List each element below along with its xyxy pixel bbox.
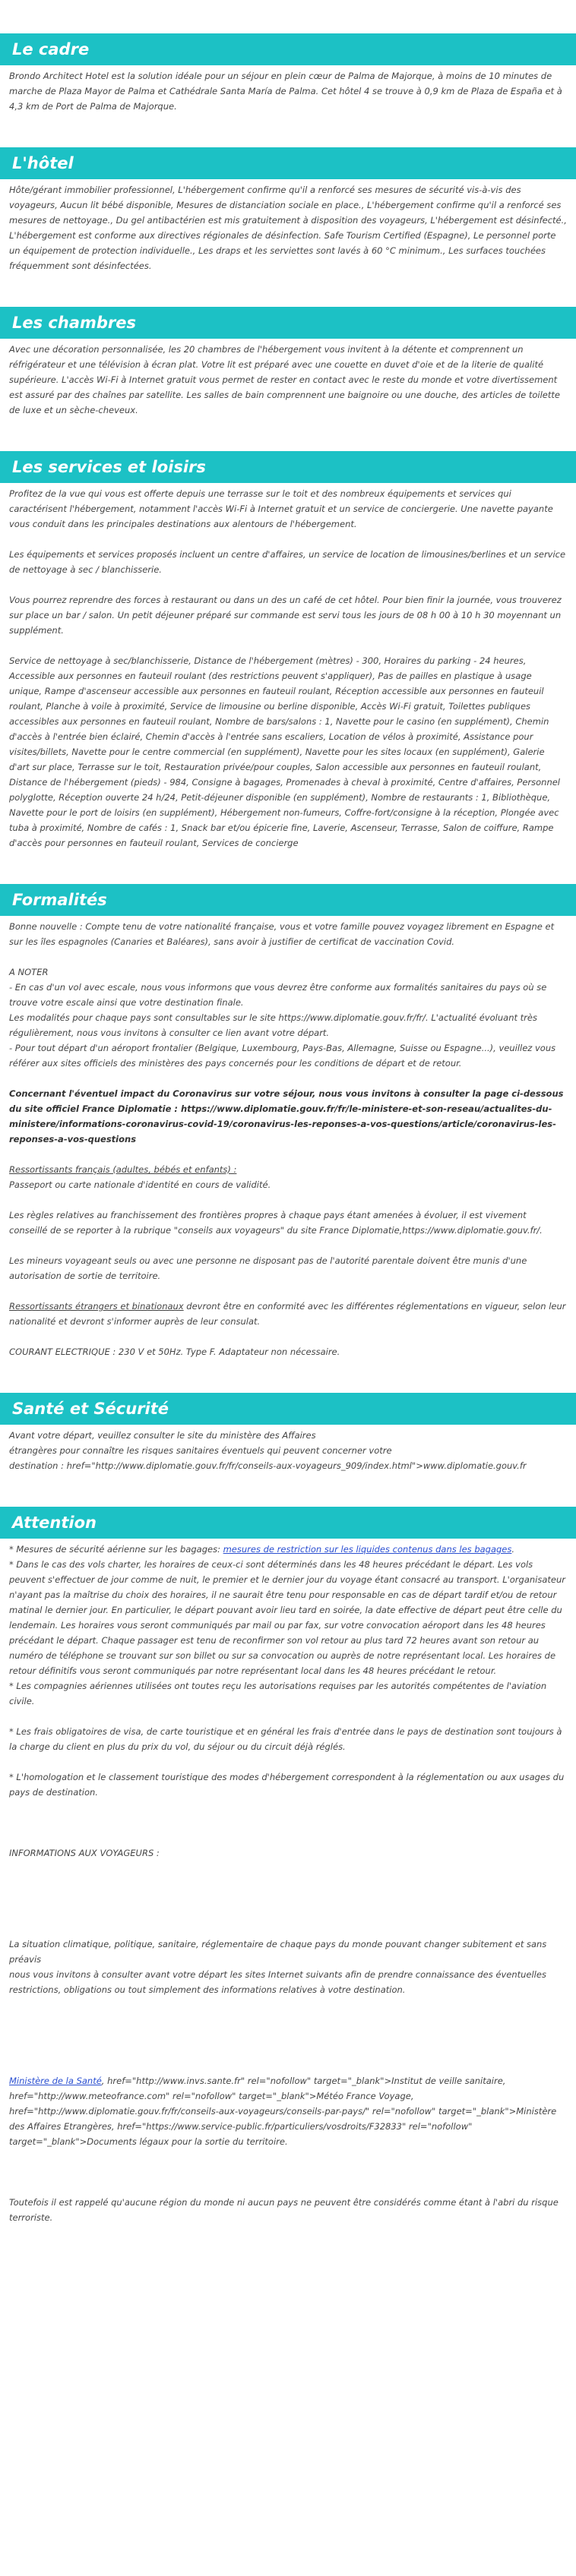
hotel-text: Hôte/gérant immobilier professionnel, L'hébergement confirme qu'il a renforcé ses mesures de sécurité vis-à-vis des voyageurs, Aucun lit bébé disponible, Mesures de distanciation sociale en place., L'hébergement confirme qu'il a renforcé ses mesures de nettoyage., Du gel antibactérien est mis gratuitement à disposition des voyageurs, L'hébergement est désinfecté., L'hébergement est conforme aux directives régionales de désinfection. Safe Tourism Certified (Espagne), Le personnel porte un équipement de protection individuelle., Les draps et les serviettes sont lavés à 60 °C minimum., Les surfaces touchées fréquemment sont désinfectées.: [9, 185, 567, 271]
section-cadre: [0, 33, 576, 114]
covid-notice: Concernant l'éventuel impact du Coronavirus sur votre séjour, nous vous invitons à consulter la page ci-dessous du site officiel France Diplomatie : https://www.diplomatie.gouv.fr/fr/le-ministere-et-son-reseau/actualites-du-ministere/informations-coronavirus-covid-19/coronavirus-les-reponses-a-vos-questions/article/coronavirus-les-reponses-a-vos-questions: [9, 1088, 564, 1144]
official-sites-text: , href="http://www.invs.sante.fr" rel="nofollow" target="_blank">Institut de veille sanitaire, href="http://www.meteofrance.com" rel="nofollow" target="_blank">Météo France Voyage, href="http://www.diplomatie.gouv.fr/fr/conseils-aux-voyageurs/conseils-par-pays/" rel="nofollow" target="_blank">Ministère des Affaires Etrangères, href="https://www.service-public.fr/particuliers/vosdroits/F32833" rel="nofollow" target="_blank">Documents légaux pour la sortie du territoire.: [9, 2076, 557, 2147]
sante-line-3: destination : href="http://www.diplomatie.gouv.fr/fr/conseils-aux-voyageurs_909/index.html">www.diplomatie.gouv.fr: [9, 1460, 527, 1471]
note-title: A NOTER: [9, 967, 49, 977]
travellers-info-title: INFORMATIONS AUX VOYAGEURS :: [9, 1848, 160, 1858]
chambres-text: Avec une décoration personnalisée, les 20 chambres de l'hébergement vous invitent à la détente et comprennent un réfrigérateur et une télévision à écran plat. Votre lit est préparé avec une couette en duvet d'oie et de la literie de qualité supérieure. L'accès Wi-Fi à Internet gratuit vous permet de rester en contact avec le reste du monde et votre divertissement est assuré par des chaînes par satellite. Les salles de bain comprennent une baignoire ou une douche, des articles de toilette de luxe et un sèche-cheveux.: [9, 344, 560, 415]
services-paragraph-1: Profitez de la vue qui vous est offerte depuis une terrasse sur le toit et des nombreux équipements et services qui caractérisent l'hébergement, notamment l'accès Wi-Fi à Internet gratuit et un service de conciergerie. Une navette payante vous conduit dans les principales destinations aux alentours de l'hébergement.: [9, 488, 553, 529]
section-attention: [0, 1507, 576, 2225]
section-sante: [0, 1393, 576, 1473]
section-title-formalites: Formalités: [0, 884, 576, 916]
note-country-rules: Les modalités pour chaque pays sont consultables sur le site https://www.diplomatie.gouv.fr/fr/. L'actualité évoluant très régulièrement, nous vous invitons à consulter ce lien avant votre départ.: [9, 1012, 537, 1038]
airlines-text: * Les compagnies aériennes utilisées ont toutes reçu les autorisations requises par les autorités compétentes de l'aviation civile.: [9, 1681, 547, 1706]
section-hotel: [0, 147, 576, 273]
section-title-services: Les services et loisirs: [0, 451, 576, 483]
situation-text-1: La situation climatique, politique, sanitaire, réglementaire de chaque pays du monde pouvant changer subitement et sans préavis: [9, 1939, 547, 1965]
sante-line-2: étrangères pour connaître les risques sanitaires éventuels qui peuvent concerner votre: [9, 1445, 392, 1456]
foreign-nationals-heading: Ressortissants étrangers et binationaux: [9, 1301, 184, 1312]
note-stopover: - En cas d'un vol avec escale, nous vous informons que vous devrez être conforme aux formalités sanitaires du pays où se trouve votre escale ainsi que votre destination finale.: [9, 982, 547, 1008]
services-amenities-list: Service de nettoyage à sec/blanchisserie, Distance de l'hébergement (mètres) - 300, Horaires du parking - 24 heures, Accessible aux personnes en fauteuil roulant (des restrictions peuvent s'appliquer), Pas de pailles en plastique à usage unique, Rampe d'ascenseur accessible aux personnes en fauteuil roulant, Réception accessible aux personnes en fauteuil roulant, Planche à voile à proximité, Service de limousine ou berline disponible, Accès Wi-Fi gratuit, Toilettes publiques accessibles aux personnes en fauteuil roulant, Nombre de bars/salons : 1, Navette pour le casino (en supplément), Chemin d'accès à l'entrée bien éclairé, Chemin d'accès à l'entrée sans escaliers, Location de vélos à proximité, Assistance pour visites/billets, Navette pour le centre commercial (en supplément), Navette pour les sites locaux (en supplément), Galerie d'art sur place, Terrasse sur le toit, Restauration privée/pour couples, Salon accessible aux personnes en fauteuil roulant, Distance de l'hébergement (pieds) - 984, Consigne à bagages, Promenades à cheval à proximité, Centre d'affaires, Personnel polyglotte, Réception ouverte 24 h/24, Petit-déjeuner disponible (en supplément), Nombre de restaurants : 1, Bibliothèque, Navette pour le port de loisirs (en supplément), Hébergement non-fumeurs, Coffre-fort/consigne à la réception, Plongée avec tuba à proximité, Nombre de cafés : 1, Snack bar et/ou épicerie fine, Laverie, Ascenseur, Terrasse, Salon de coiffure, Rampe d'accès pour personnes en fauteuil roulant, Services de concierge: [9, 655, 561, 848]
section-title-attention: Attention: [0, 1507, 576, 1539]
borders-text: Les règles relatives au franchissement des frontières propres à chaque pays étant amenées à évoluer, il est vivement conseillé de se reporter à la rubrique "conseils aux voyageurs" du site France Diplomatie,https://www.diplomatie.gouv.fr/.: [9, 1210, 543, 1236]
baggage-security: [9, 1542, 567, 1557]
section-chambres: [0, 307, 576, 418]
terrorism-text: Toutefois il est rappelé qu'aucune région du monde ni aucun pays ne peuvent être considérés comme étant à l'abri du risque terroriste.: [9, 2197, 559, 2223]
section-services: [0, 451, 576, 851]
situation-text-2: nous vous invitons à consulter avant votre départ les sites Internet suivants afin de prendre connaissance des éventuelles restrictions, obligations ou tout simplement des informations relatives à votre destination.: [9, 1969, 546, 1995]
foreign-nationals-text: devront être en conformité avec les différentes réglementations en vigueur, selon leur nationalité et devront s'informer auprès de leur consulat.: [9, 1301, 566, 1327]
note-border-airport: - Pour tout départ d'un aéroport frontalier (Belgique, Luxembourg, Pays-Bas, Allemagne, Suisse ou Espagne...), veuillez vous référer aux sites officiels des ministères des pays concernés pour les conditions de départ et de retour.: [9, 1043, 556, 1069]
sante-line-1: Avant votre départ, veuillez consulter le site du ministère des Affaires: [9, 1430, 316, 1441]
baggage-prefix: * Mesures de sécurité aérienne sur les bagages:: [9, 1544, 223, 1555]
french-nationals-text: Passeport ou carte nationale d'identité en cours de validité.: [9, 1179, 271, 1190]
section-title-cadre: Le cadre: [0, 33, 576, 65]
ministry-health-link[interactable]: Ministère de la Santé: [9, 2076, 102, 2086]
cadre-text: Brondo Architect Hotel est la solution idéale pour un séjour en plein cœur de Palma de Majorque, à moins de 10 minutes de marche de Plaza Mayor de Palma et Cathédrale Santa María de Palma. Cet hôtel 4 se trouve à 0,9 km de Plaza de España et à 4,3 km de Port de Palma de Majorque.: [9, 71, 562, 112]
formalites-good-news: Bonne nouvelle : Compte tenu de votre nationalité française, vous et votre famille pouvez voyagez librement en Espagne et sur les îles espagnoles (Canaries et Baléares), sans avoir à justifier de certificat de vaccination Covid.: [9, 921, 555, 947]
services-paragraph-3: Vous pourrez reprendre des forces à restaurant ou dans un des un café de cet hôtel. Pour bien finir la journée, vous trouverez sur place un bar / salon. Un petit déjeuner préparé sur commande est servi tous les jours de 08 h 00 à 10 h 30 moyennant un supplément.: [9, 595, 562, 636]
fees-text: * Les frais obligatoires de visa, de carte touristique et en général les frais d'entrée dans le pays de destination sont toujours à la charge du client en plus du prix du vol, du séjour ou du circuit déjà réglés.: [9, 1726, 562, 1752]
section-title-hotel: L'hôtel: [0, 147, 576, 179]
baggage-suffix: .: [511, 1544, 515, 1555]
foreign-nationals-paragraph: [9, 1299, 567, 1329]
official-sites: [9, 2073, 567, 2149]
classification-text: * L'homologation et le classement touristique des modes d'hébergement correspondent à la réglementation ou aux usages du pays de destination.: [9, 1772, 565, 1798]
section-title-sante: Santé et Sécurité: [0, 1393, 576, 1425]
services-paragraph-2: Les équipements et services proposés incluent un centre d'affaires, un service de location de limousines/berlines et un service de nettoyage à sec / blanchisserie.: [9, 549, 566, 575]
section-formalites: [0, 884, 576, 1359]
minors-text: Les mineurs voyageant seuls ou avec une personne ne disposant pas de l'autorité parentale doivent être munis d'une autorisation de sortie de territoire.: [9, 1255, 527, 1281]
french-nationals-heading: Ressortissants français (adultes, bébés et enfants) :: [9, 1164, 237, 1175]
electric-current: COURANT ELECTRIQUE : 230 V et 50Hz. Type F. Adaptateur non nécessaire.: [9, 1346, 340, 1357]
section-title-chambres: Les chambres: [0, 307, 576, 339]
charter-schedule-text: * Dans le cas des vols charter, les horaires de ceux-ci sont déterminés dans les 48 heures précédant le départ. Les vols peuvent s'effectuer de jour comme de nuit, le premier et le dernier jour du voyage étant consacré au transport. L'organisateur n'ayant pas la maîtrise du choix des horaires, il ne saurait être tenu pour responsable en cas de départ tardif et/ou de retour matinal le dernier jour. En particulier, le départ pouvant avoir lieu tard en soirée, la date effective de départ peut être celle du lendemain. Les horaires vous seront communiqués par mail ou par fax, sur votre convocation aéroport dans les 48 heures précédant le départ. Chaque passager est tenu de reconfirmer son vol retour au plus tard 72 heures avant son retour au numéro de téléphone se trouvant sur son billet ou sur sa convocation ou auprès de notre représentant local. Les horaires de retour définitifs vous seront communiqués par notre représentant local dans les 48 heures précédant le retour.: [9, 1559, 565, 1676]
liquids-restriction-link[interactable]: mesures de restriction sur les liquides contenus dans les bagages: [223, 1544, 512, 1555]
